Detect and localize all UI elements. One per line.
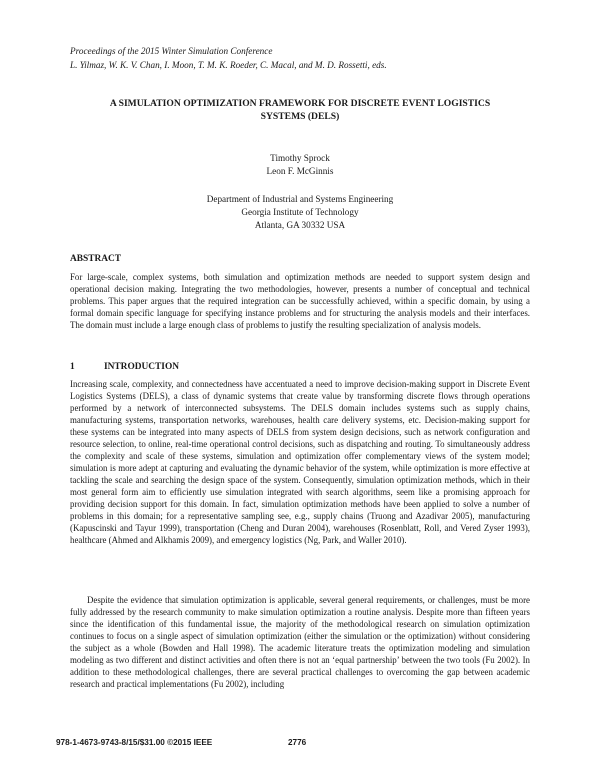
- author-list: [60, 152, 540, 178]
- affiliation-department: Department of Industrial and Systems Engineering: [206, 194, 394, 204]
- editors-line: L. Yilmaz, W. K. V. Chan, I. Moon, T. M. K. Roeder, C. Macal, and M. D. Rossetti, eds.: [70, 60, 387, 70]
- introduction-paragraph-2: Despite the evidence that simulation optimization is applicable, several general requirements, or challenges, must be more fully addressed by the research community to make simulation optimization a routine analysis. Despite more than fifteen years since the identification of this fundamental issue, the majority of the methodological research on simulation optimization continues to focus on a single aspect of simulation optimization (either the simulation or the optimization) without considering the subject as a whole (Bowden and Hall 1998). The academic literature treats the optimization modeling and simulation modeling as two different and distinct activities and often there is not an ‘equal partnership’ between the two tools (Fu 2002). In addition to these methodological challenges, there are several practical challenges to overcoming the gap between academic research and practical implementations (Fu 2002), including: [70, 595, 530, 689]
- footer-isbn: 978-1-4673-9743-8/15/$31.00 ©2015 IEEE: [56, 738, 213, 747]
- section-number: 1: [70, 362, 75, 372]
- page-number: 2776: [288, 738, 307, 747]
- affiliation-institute: Georgia Institute of Technology: [241, 207, 359, 217]
- section-title: INTRODUCTION: [104, 362, 180, 372]
- proceedings-header: [70, 44, 540, 72]
- abstract-heading: ABSTRACT: [70, 254, 122, 264]
- paper-title-line-1: A SIMULATION OPTIMIZATION FRAMEWORK FOR DISCRETE EVENT LOGISTICS: [109, 98, 491, 109]
- affiliation-location: Atlanta, GA 30332 USA: [254, 220, 346, 230]
- author-name: Leon F. McGinnis: [266, 166, 334, 176]
- proceedings-title: Proceedings of the 2015 Winter Simulation Conference: [70, 46, 273, 56]
- paper-title-line-2: SYSTEMS (DELS): [260, 111, 340, 122]
- abstract-text: For large-scale, complex systems, both simulation and optimization methods are needed to support system design and operational decision making. Integrating the two methodologies, however, presents a number of conceptual and technical problems. This paper argues that the required integration can be successfully achieved, within a specific domain, by using a formal domain specific language for specifying instance problems and for structuring the analysis models and their interfaces. The domain must include a large enough class of problems to justify the resulting specialization of analysis models.: [70, 272, 530, 330]
- affiliation-block: [60, 193, 540, 232]
- section-heading-introduction: [70, 361, 530, 374]
- author-name: Timothy Sprock: [270, 153, 330, 163]
- introduction-paragraph-1: Increasing scale, complexity, and connectedness have accentuated a need to improve decision-making support in Discrete Event Logistics Systems (DELS), a class of dynamic systems that create value by transforming discrete flows through operations performed by a network of interconnected subsystems. The DELS domain includes systems such as supply chains, manufacturing systems, transportation networks, warehouses, health care delivery systems, etc. Decision-making support for these systems can be integrated into many aspects of DELS from system design decisions, such as network configuration and resource selection, to online, real-time operational control decisions, such as dispatching and routing. To simultaneously address the complexity and scale of these systems, simulation and optimization offer complementary views of the system model; simulation is more adept at capturing and evaluating the dynamic behavior of the system, while optimization is more effective at tackling the scale and searching the design space of the system. Consequently, simulation optimization methods, which in their most general form aim to efficiently use simulation integrated with search algorithms, seem like a promising approach for providing decision support for this domain. In fact, simulation optimization methods have been applied to solve a number of problems in this domain; for a representative sampling see, e.g., supply chains (Truong and Azadivar 2005), manufacturing (Kapuscinski and Tayur 1999), transportation (Cheng and Duran 2004), warehouses (Rosenblatt, Roll, and Vered Zyser 1993), healthcare (Ahmed and Alkhamis 2009), and emergency logistics (Ng, Park, and Waller 2010).: [70, 379, 530, 545]
- paper-title: [60, 97, 540, 123]
